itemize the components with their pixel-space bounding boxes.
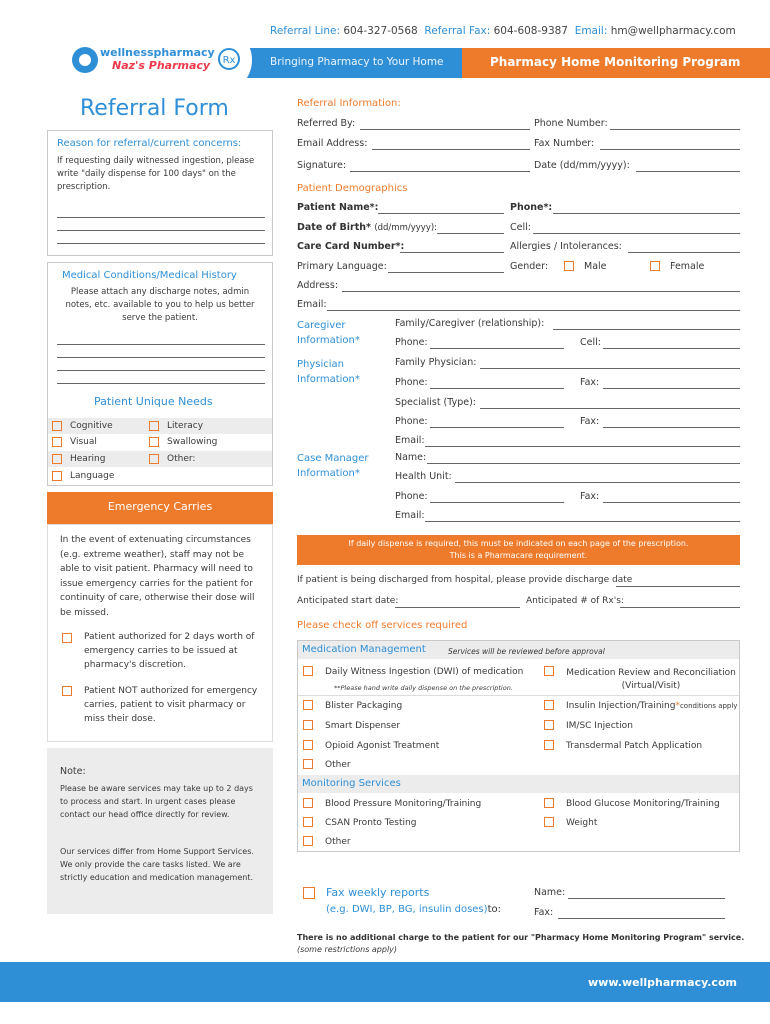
need-visual[interactable] (52, 434, 97, 450)
med-line[interactable] (57, 370, 265, 371)
fax-name-label: Name: (534, 887, 566, 898)
need-label: Swallowing (167, 437, 218, 447)
allergies-field[interactable] (628, 252, 740, 253)
checkbox-icon[interactable] (52, 421, 62, 431)
fax-name-field[interactable] (568, 898, 725, 899)
referral-line: 604-327-0568 (343, 25, 418, 37)
other-med-checkbox[interactable] (303, 759, 313, 769)
male-label: Male (584, 261, 607, 272)
logo-line2: Naz's Pharmacy (112, 59, 211, 72)
fax-number-label: Fax Number: (534, 138, 595, 149)
reason-text: If requesting daily witnessed ingestion, please write "daily dispense for 100 days" on the prescription. (57, 156, 255, 192)
header-contact (270, 25, 736, 37)
cm-phone-field[interactable] (430, 502, 564, 503)
blister-checkbox[interactable] (303, 700, 313, 710)
date-label: Date (dd/mm/yyyy): (534, 160, 630, 171)
need-other[interactable] (149, 451, 195, 467)
need-language[interactable] (52, 468, 114, 484)
physician-phone-label: Phone: (395, 377, 428, 388)
form-title: Referral Form (80, 96, 229, 121)
health-unit-field[interactable] (455, 482, 740, 483)
need-hearing[interactable] (52, 451, 105, 467)
insulin-star: * (675, 701, 680, 711)
dwi-note: **Please hand write daily dispense on the prescription. (334, 684, 513, 692)
patient-phone-label: Phone*: (510, 202, 553, 213)
glucose-checkbox[interactable] (544, 798, 554, 808)
med-line[interactable] (57, 344, 265, 345)
specialist-field[interactable] (480, 408, 740, 409)
specialist-email-field[interactable] (425, 446, 740, 447)
med-line[interactable] (57, 383, 265, 384)
referral-heading: Referral Information: (297, 98, 401, 109)
need-swallowing[interactable] (149, 434, 217, 450)
care-card-label: Care Card Number*: (297, 241, 405, 252)
cm-fax-field[interactable] (603, 502, 740, 503)
needs-heading: Patient Unique Needs (94, 395, 213, 408)
divider (298, 695, 739, 696)
other-mon-label: Other (325, 837, 351, 847)
med-review-checkbox[interactable] (544, 666, 554, 676)
address-field[interactable] (342, 291, 740, 292)
referral-fax: 604-608-9387 (493, 25, 568, 37)
dwi-checkbox[interactable] (303, 666, 313, 676)
transdermal-label: Transdermal Patch Application (566, 741, 703, 751)
specialist-phone-field[interactable] (430, 427, 564, 428)
family-physician-label: Family Physician: (395, 357, 477, 368)
fax-to-text: to: (487, 904, 501, 915)
fax-fax-field[interactable] (558, 918, 725, 919)
dob-text: Date of Birth* (297, 222, 372, 233)
demo-email-label: Email: (297, 299, 327, 310)
need-label: Cognitive (70, 421, 113, 431)
med-mgmt-note: Services will be reviewed before approval (448, 647, 605, 656)
caregiver-heading: Caregiver Information* (297, 320, 360, 346)
csan-checkbox[interactable] (303, 817, 313, 827)
transdermal-checkbox[interactable] (544, 740, 554, 750)
imsc-checkbox[interactable] (544, 720, 554, 730)
cm-name-label: Name: (395, 452, 427, 463)
insulin-label (566, 701, 737, 711)
program-title: Pharmacy Home Monitoring Program (490, 55, 741, 69)
auth-no-text: Patient NOT authorized for emergency carries, patient to visit pharmacy or miss their dose. (84, 686, 258, 724)
need-label: Visual (70, 437, 97, 447)
need-cognitive[interactable] (52, 418, 113, 434)
specialist-email-label: Email: (395, 435, 425, 446)
pharmacy-logo (58, 28, 250, 92)
services-heading: Please check off services required (297, 620, 468, 631)
restrict-note: (some restrictions apply) (297, 945, 398, 954)
tagline: Bringing Pharmacy to Your Home (270, 56, 444, 68)
auth-no-checkbox[interactable] (62, 686, 72, 696)
glucose-label: Blood Glucose Monitoring/Training (566, 799, 720, 809)
physician-phone-field[interactable] (430, 388, 564, 389)
reason-line[interactable] (57, 217, 265, 218)
fax-number-field[interactable] (600, 149, 740, 150)
patient-name-label: Patient Name*: (297, 202, 379, 213)
cm-email-field[interactable] (425, 521, 740, 522)
demo-email-field[interactable] (327, 310, 740, 311)
auth-yes-text: Patient authorized for 2 days worth of emergency carries to be issued at pharmacy's discretion. (84, 632, 255, 670)
start-date-field[interactable] (395, 607, 520, 608)
dob-field[interactable] (437, 233, 504, 234)
note-heading: Note: (60, 766, 86, 777)
med-heading: Medical Conditions/Medical History (62, 270, 237, 281)
fax-fax-label: Fax: (534, 907, 554, 918)
blister-label: Blister Packaging (325, 701, 403, 711)
referred-by-label: Referred By: (297, 118, 356, 129)
logo-rx-icon (218, 48, 240, 70)
med-mgmt-heading: Medication Management (302, 644, 426, 655)
reason-heading: Reason for referral/current concerns: (57, 138, 242, 149)
caregiver-phone-field[interactable] (430, 348, 564, 349)
caregiver-cell-field[interactable] (603, 348, 740, 349)
need-label: Other: (167, 454, 196, 464)
monitoring-heading: Monitoring Services (302, 778, 401, 789)
dispense-note2: This is a Pharmacare requirement. (449, 551, 588, 560)
logo-mortar-icon (70, 45, 100, 75)
dob-format: (dd/mm/yyyy): (374, 223, 438, 233)
insulin-note: conditions apply (679, 702, 738, 710)
emergency-heading: Emergency Carries (107, 500, 213, 513)
dwi-label: Daily Witness Ingestion (DWI) of medication (325, 667, 524, 677)
fax-weekly-label: Fax weekly reports (326, 886, 430, 899)
reason-line[interactable] (57, 230, 265, 231)
dispense-note1: If daily dispense is required, this must be indicated on each page of the prescription. (348, 539, 689, 548)
imsc-label: IM/SC Injection (566, 721, 633, 731)
allergies-label: Allergies / Intolerances: (510, 241, 622, 252)
specialist-fax-label: Fax: (580, 416, 600, 427)
charge-note: There is no additional charge to the patient for our "Pharmacy Home Monitoring Program" service. (297, 933, 745, 942)
cm-name-field[interactable] (427, 463, 740, 464)
need-literacy[interactable] (149, 418, 203, 434)
note-text1: Please be aware services may take up to 2 days to process and start. In urgent cases please contact our head office directly for review. (60, 784, 253, 819)
family-physician-field[interactable] (480, 368, 740, 369)
patient-name-field[interactable] (378, 213, 504, 214)
discharge-label: If patient is being discharged from hospital, please provide discharge date (297, 575, 633, 585)
family-field[interactable] (553, 329, 740, 330)
weight-checkbox[interactable] (544, 817, 554, 827)
caregiver-phone-label: Phone: (395, 337, 428, 348)
male-checkbox[interactable] (564, 261, 574, 271)
checkbox-icon[interactable] (149, 454, 159, 464)
physician-heading: Physician Information* (297, 359, 360, 385)
footer-url[interactable]: www.wellpharmacy.com (588, 976, 737, 989)
need-label: Hearing (70, 454, 106, 464)
care-card-field[interactable] (400, 252, 504, 253)
checkbox-icon[interactable] (52, 437, 62, 447)
note-text2: Our services differ from Home Support Services. We only provide the care tasks listed. We are strictly education and medication management. (60, 847, 254, 882)
discharge-field[interactable] (616, 586, 740, 587)
num-rx-label: Anticipated # of Rx's: (526, 596, 624, 606)
checkbox-icon[interactable] (149, 421, 159, 431)
family-label: Family/Caregiver (relationship): (395, 318, 545, 329)
auth-yes-checkbox[interactable] (62, 633, 72, 643)
physician-fax-label: Fax: (580, 377, 600, 388)
signature-field[interactable] (350, 171, 530, 172)
female-checkbox[interactable] (650, 261, 660, 271)
other-med-label: Other (325, 760, 351, 770)
cm-phone-label: Phone: (395, 491, 428, 502)
language-field[interactable] (388, 272, 504, 273)
need-label: Language (70, 471, 115, 481)
checkbox-icon[interactable] (52, 454, 62, 464)
phone-number-label: Phone Number: (534, 118, 608, 129)
fax-eg (326, 904, 501, 915)
bp-label: Blood Pressure Monitoring/Training (325, 799, 482, 809)
svg-text:Rx: Rx (222, 55, 236, 66)
physician-fax-field[interactable] (603, 388, 740, 389)
checkbox-icon[interactable] (52, 471, 62, 481)
weight-label: Weight (566, 818, 598, 828)
specialist-label: Specialist (Type): (395, 397, 476, 408)
cm-fax-label: Fax: (580, 491, 600, 502)
email-label: Email: (574, 25, 608, 37)
smart-label: Smart Dispenser (325, 721, 401, 731)
demo-heading: Patient Demographics (297, 183, 408, 194)
need-label: Literacy (167, 421, 204, 431)
patient-cell-label: Cell: (510, 222, 531, 233)
patient-phone-field[interactable] (553, 213, 740, 214)
logo-line1: wellnesspharmacy (100, 46, 215, 59)
cm-email-label: Email: (395, 510, 425, 521)
opioid-label: Opioid Agonist Treatment (325, 741, 440, 751)
header-email: hm@wellpharmacy.com (610, 25, 736, 37)
csan-label: CSAN Pronto Testing (325, 818, 417, 828)
email-address-field[interactable] (372, 149, 530, 150)
insulin-checkbox[interactable] (544, 700, 554, 710)
email-address-label: Email Address: (297, 138, 368, 149)
num-rx-field[interactable] (620, 607, 740, 608)
other-mon-checkbox[interactable] (303, 836, 313, 846)
date-field[interactable] (636, 171, 740, 172)
signature-label: Signature: (297, 160, 347, 171)
female-label: Female (670, 261, 705, 272)
emergency-text: In the event of extenuating circumstances (e.g. extreme weather), staff may not be able to visit patient. Pharmacy will need to issue emergency carries for the patient for continuity of care, otherwise their dose will be missed. (60, 535, 255, 618)
referral-line-label: Referral Line: (270, 25, 340, 37)
reason-line[interactable] (57, 243, 265, 244)
fax-weekly-checkbox[interactable] (303, 887, 315, 899)
caregiver-cell-label: Cell: (580, 337, 601, 348)
gender-label: Gender: (510, 261, 549, 272)
fax-eg-text: (e.g. DWI, BP, BG, insulin doses) (326, 904, 488, 915)
patient-cell-field[interactable] (533, 233, 740, 234)
med-text: Please attach any discharge notes, admin notes, etc. available to you to help us better serve the patient. (65, 287, 255, 323)
checkbox-icon[interactable] (149, 437, 159, 447)
med-line[interactable] (57, 357, 265, 358)
specialist-fax-field[interactable] (603, 427, 740, 428)
smart-checkbox[interactable] (303, 720, 313, 730)
dob-label (297, 222, 437, 233)
specialist-phone-label: Phone: (395, 416, 428, 427)
referral-fax-label: Referral Fax: (424, 25, 491, 37)
address-label: Address: (297, 280, 339, 291)
start-date-label: Anticipated start date: (297, 596, 399, 606)
health-unit-label: Health Unit: (395, 471, 452, 482)
bp-checkbox[interactable] (303, 798, 313, 808)
opioid-checkbox[interactable] (303, 740, 313, 750)
insulin-text: Insulin Injection/Training (566, 701, 676, 711)
phone-number-field[interactable] (610, 129, 740, 130)
language-label: Primary Language: (297, 261, 387, 272)
referred-by-field[interactable] (360, 129, 530, 130)
med-review-label: Medication Review and Reconciliation (Virtual/Visit) (566, 668, 736, 691)
case-manager-heading: Case Manager Information* (297, 453, 369, 479)
